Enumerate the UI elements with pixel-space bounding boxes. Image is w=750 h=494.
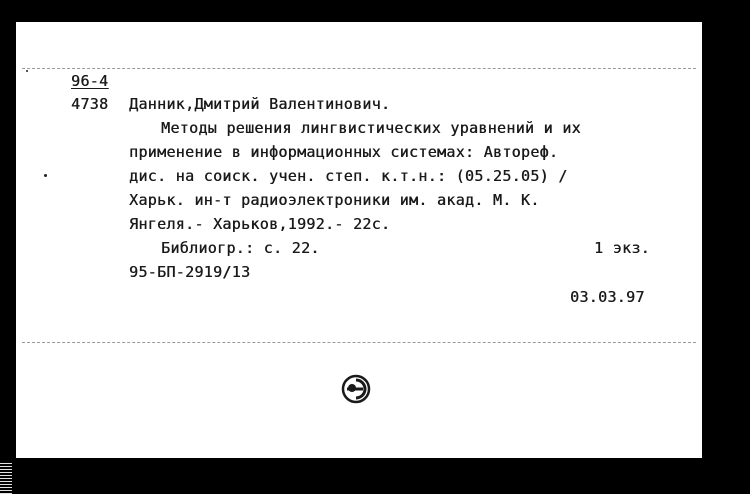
card-date: 03.03.97 bbox=[570, 288, 645, 306]
bibliography-note: Библиогр.: с. 22. bbox=[161, 239, 320, 257]
scan-edge-marks bbox=[0, 462, 12, 494]
title-line-2: применение в информационных системах: Автореф. bbox=[129, 143, 559, 161]
copies-count: 1 экз. bbox=[594, 239, 650, 257]
shelfmark: 96-4 bbox=[71, 72, 109, 90]
ruled-line-bottom bbox=[22, 342, 696, 343]
author-name: Данник,Дмитрий Валентинович. bbox=[129, 95, 391, 113]
punch-hole-icon bbox=[341, 374, 371, 404]
title-line-3: дис. на соиск. учен. степ. к.т.н.: (05.25.05) / bbox=[129, 167, 568, 185]
speck bbox=[44, 174, 47, 177]
catalog-card bbox=[16, 22, 702, 458]
speck bbox=[26, 70, 28, 72]
title-line-5: Янгеля.- Харьков,1992.- 22с. bbox=[129, 215, 391, 233]
title-line-4: Харьк. ин-т радиоэлектроники им. акад. М. К. bbox=[129, 191, 540, 209]
ruled-line-top bbox=[22, 68, 696, 69]
title-line-1: Методы решения лингвистических уравнений и их bbox=[161, 119, 581, 137]
card-number: 4738 bbox=[71, 95, 109, 113]
registration-number: 95-БП-2919/13 bbox=[129, 263, 251, 281]
